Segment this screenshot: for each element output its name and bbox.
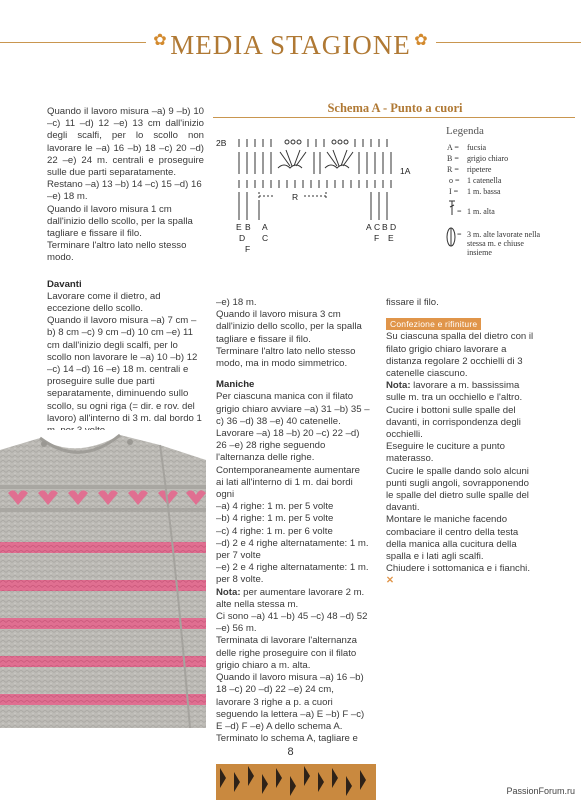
paragraph-text: Chiudere i sottomanica e i fianchi. <box>386 563 530 575</box>
paragraph: Montare le maniche facendo combaciare il centro della testa della manica alla cucitura della spalla e i lati agli scalfi. <box>386 514 519 563</box>
heart-cluster-right <box>325 150 353 168</box>
heart-cluster-left <box>278 150 306 168</box>
row-label-1a: 1A <box>400 166 411 176</box>
legend-key: A = <box>447 143 459 152</box>
paragraph: Quando il lavoro misura 1 cm dall'inizio dello scollo, per la spalla tagliare e fissare il filo. <box>47 203 193 240</box>
paragraph: Terminata di lavorare l'alternanza delle righe proseguire con il filato grigio chiaro a m. alta. <box>216 635 358 671</box>
size-label: B <box>382 222 388 232</box>
sweater-photo <box>0 430 206 728</box>
nota-paragraph <box>386 380 539 404</box>
section-heading-maniche: Maniche <box>216 379 255 391</box>
paragraph: Quando il lavoro misura –a) 7 cm –b) 8 cm –c) 9 cm –d) 10 cm –e) 11 cm dall'inizio degli scalfi, per lo scollo non lavorare le –a) 10 –b) 12 –c) 14 –d) 16 –e) 18 m. centrali e proseguire sulle due parti separatamente, diminuendo sullo scollo, su ogni riga (= dir. e rov. del lavoro) all'interno di 3 m. dal bordo 1 <box>47 315 202 424</box>
page-number: 8 <box>287 746 294 758</box>
paragraph: –c) 4 righe: 1 m. per 6 volte <box>216 525 333 537</box>
size-label: E <box>388 233 394 243</box>
row-label-2b: 2B <box>216 138 227 148</box>
paragraph: –b) 4 righe: 1 m. per 5 volte <box>216 513 334 525</box>
repeat-label: R <box>292 192 299 202</box>
legend-key: = <box>457 207 462 216</box>
paragraph: Per ciascuna manica con il filato grigio chiaro avviare –a) 31 –b) 35 –c) 36 –d) 38 –e) 40 catenelle. <box>216 391 370 427</box>
paragraph: fissare il filo. <box>386 297 439 308</box>
watermark: PassionForum.ru <box>506 786 575 796</box>
paragraph: Restano –a) 13 –b) 14 –c) 15 –d) 16 –e) 18 m. <box>47 179 202 203</box>
tall-stitch-icon <box>447 200 457 216</box>
size-label: C <box>262 233 269 243</box>
legend-key: B = <box>447 154 459 163</box>
nota-text: per aumentare lavorare 2 m. alte nella stessa m. <box>216 586 365 610</box>
legend-label: fucsia <box>467 143 487 152</box>
paragraph: Quando il lavoro misura 3 cm dall'inizio dello scollo, per la spalla tagliare e fissare il filo. <box>216 309 362 345</box>
flower-icon: ✿ <box>153 32 167 49</box>
size-label: E <box>236 222 242 232</box>
paragraph: Contemporaneamente aumentare ai lati all'interno di 1 m. dai bordi ogni <box>216 464 360 501</box>
paragraph: Terminato lo schema A, tagliare e <box>216 733 358 745</box>
paragraph: Cucire i bottoni sulle spalle del davanti, in corrispondenza degli occhielli. <box>386 404 521 441</box>
row-tall-stitches <box>239 152 391 174</box>
legend-label: ripetere <box>467 165 492 174</box>
nota-text: lavorare a m. bassissima sulle m. tra un occhiello e l'altro. <box>386 380 523 404</box>
size-label: D <box>390 222 397 232</box>
legend-label: 1 m. bassa <box>467 187 501 196</box>
paragraph: Su ciascuna spalla del dietro con il filato grigio chiaro lavorare a distanza regolare 2 occhielli di 3 catenelle ciascuno. <box>386 331 534 380</box>
legend-label: 3 m. alte lavorate nella stessa m. e chiuse insieme <box>467 230 541 257</box>
row-2b-stitches <box>239 139 387 147</box>
legend-label: 1 m. alta <box>467 207 495 216</box>
cluster-stitch-icon <box>445 226 457 248</box>
legend-label: 1 catenella <box>467 176 502 185</box>
nota-paragraph <box>216 587 370 611</box>
nota-label: Nota: <box>216 586 241 598</box>
paragraph-last <box>386 563 539 587</box>
size-label: F <box>374 233 380 243</box>
section-heading-davanti: Davanti <box>47 278 82 290</box>
paragraph: –d) 2 e 4 righe alternatamente: 1 m. per 7 volte <box>216 537 369 562</box>
paragraph: Eseguire le cuciture a punto materasso. <box>386 441 505 465</box>
paragraph: Cucire le spalle dando solo alcuni punti sugli angoli, sovrapponendo le spalle del dietro sulle spalle del davanti. <box>386 465 529 514</box>
legend-key: = <box>457 230 462 239</box>
row-1a-stitches <box>239 180 391 188</box>
paragraph: Ci sono –a) 41 –b) 45 –c) 48 –d) 52 –e) 56 m. <box>216 611 368 635</box>
nota-label: Nota: <box>386 380 411 392</box>
column-1 <box>47 106 204 474</box>
section-heading-confezione: Confezione e rifiniture <box>386 318 481 330</box>
column-2 <box>216 297 370 745</box>
legend-title: Legenda <box>446 125 484 137</box>
paragraph: Lavorare –a) 18 –b) 20 –c) 22 –d) 26 –e) 28 righe seguendo l'alternanza delle righe. <box>216 428 360 464</box>
size-label: D <box>239 233 246 243</box>
legend-key: I = <box>449 187 459 196</box>
legend-label: grigio chiaro <box>467 154 509 163</box>
cross-stitch-icon: ✕ <box>386 575 395 587</box>
size-label: A <box>262 222 268 232</box>
size-label: A <box>366 222 372 232</box>
section-heading-wrapper <box>386 318 539 331</box>
paragraph: Quando il lavoro misura –a) 9 –b) 10 –c) 11 –d) 12 –e) 13 cm dall'inizio degli scalfi, per lo scollo non lavorare le –a) 16 –b) 18 –c) 20 –d) 22 –e) 24 m. centrali e proseguire sulle due parti separatamente. <box>47 106 204 179</box>
paragraph: Terminare l'altro lato nello stesso modo. <box>47 240 187 264</box>
schema-title: Schema A - Punto a cuori <box>327 101 463 115</box>
size-label: C <box>374 222 381 232</box>
size-label: B <box>245 222 251 232</box>
legend-key: o = <box>449 176 460 185</box>
paragraph: –e) 2 e 4 righe alternatamente: 1 m. per 8 volte. <box>216 562 369 586</box>
paragraph: –a) 4 righe: 1 m. per 5 volte <box>216 501 334 513</box>
paragraph: –e) 18 m. <box>216 297 257 308</box>
flower-icon: ✿ <box>414 32 428 49</box>
paragraph: Quando il lavoro misura –a) 16 –b) 18 –c) 20 –d) 22 –e) 24 cm, lavorare 3 righe a p. a cuori seguendo la lettera –a) E –b) F –c) E –d) F –e) A dello schema A. <box>216 672 365 732</box>
legend-key: R = <box>447 165 459 174</box>
stitch-chart <box>214 130 420 250</box>
size-label: F <box>245 244 251 254</box>
stitch-texture-strip <box>216 764 376 800</box>
schema-rule <box>213 117 575 118</box>
paragraph: Lavorare come il dietro, ad eccezione dello scollo. <box>47 290 161 315</box>
paragraph: Terminare l'altro lato nello stesso modo, ma in modo simmetrico. <box>216 345 356 370</box>
page-title: MEDIA STAGIONE <box>170 30 411 60</box>
column-3 <box>386 297 539 588</box>
